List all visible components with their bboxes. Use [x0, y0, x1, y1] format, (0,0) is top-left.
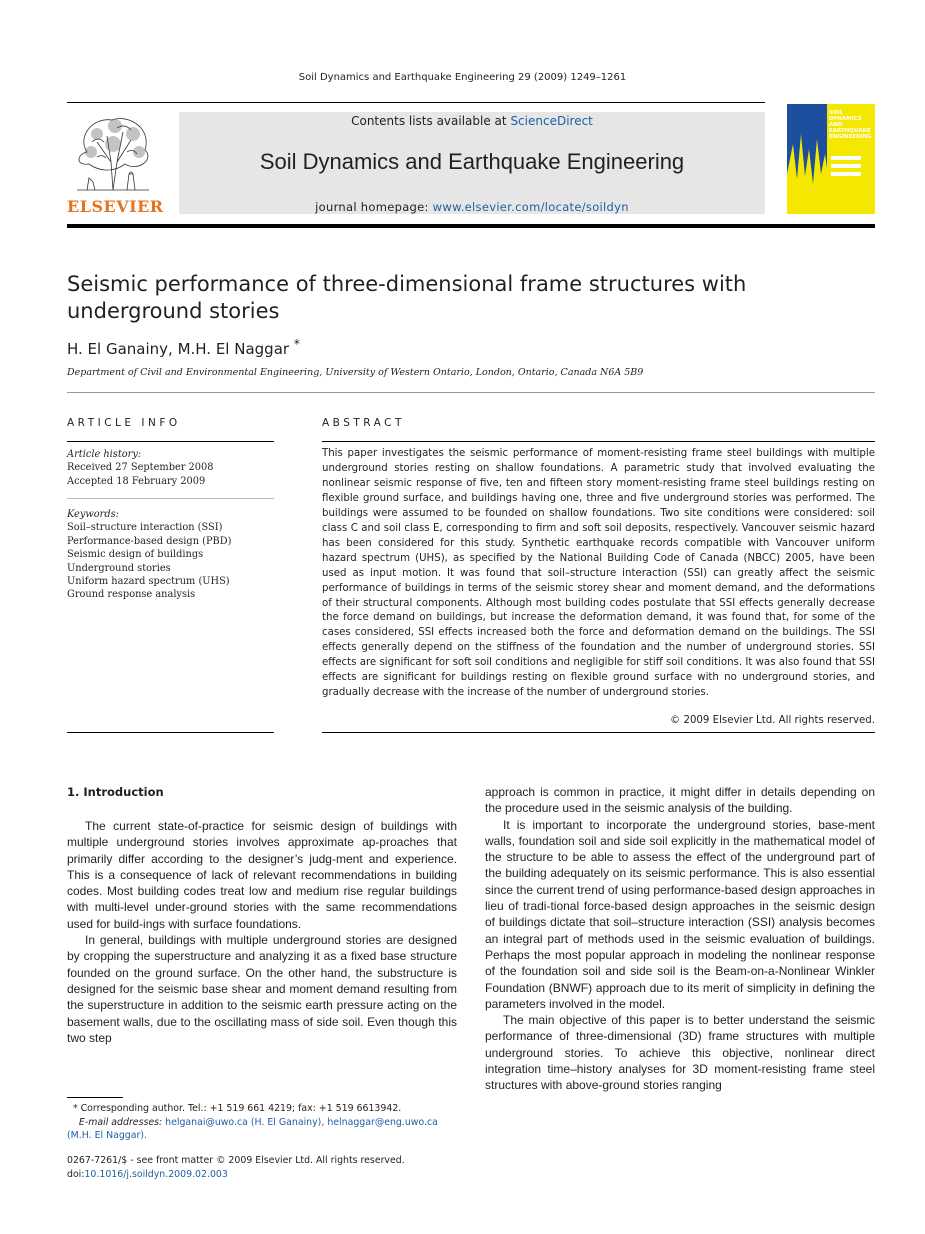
abstract-heading: ABSTRACT [322, 417, 405, 429]
intro-left-column [67, 818, 457, 1046]
doi-line [67, 1168, 457, 1182]
journal-citation: Soil Dynamics and Earthquake Engineering 29 (2009) 1249–1261 [298, 72, 627, 83]
homepage-link[interactable]: www.elsevier.com/locate/soildyn [432, 200, 629, 214]
elsevier-wordmark: ELSEVIER [67, 197, 164, 216]
abstract-copyright: © 2009 Elsevier Ltd. All rights reserved. [670, 715, 875, 726]
keywords-label: Keywords: [67, 509, 119, 520]
abstract-rule-bottom [322, 732, 875, 733]
header-divider [67, 102, 765, 103]
keyword: Seismic design of buildings [67, 549, 204, 561]
sciencedirect-link[interactable]: ScienceDirect [510, 114, 593, 128]
homepage-prefix: journal homepage: [315, 200, 433, 214]
keyword: Soil–structure interaction (SSI) [67, 522, 223, 534]
article-info-rule-bottom [67, 732, 274, 733]
article-info-heading: ARTICLE INFO [67, 417, 181, 429]
journal-cover-image [787, 104, 875, 214]
abstract-text: This paper investigates the seismic performance of moment-resisting frame steel buildings with multiple underground stories resting on shallow foundations. A parametric study that involved evaluating the nonlinear seismic response of five, ten and fifteen story moment-resisting frame steel buildings resting on flexible ground surface, and buildings having one, three and five underground stories was performed. The buildings were assumed to be founded on shallow foundations. Two site conditions were considered: soil class C and soil class E, corresponding to firm and soft soil deposits, respectively. Vancouver seismic hazard has been considered for this study. Synthetic earthquake records compatible with Vancouver uniform hazard spectrum (UHS), as specified by the National Building Code of Canada (NBCC) 2005, have been used as input motion. It was found that soil–structure interaction (SSI) can greatly affect the seismic performance of buildings in terms of the seismic storey shear and moment demand, and the deformations of their structural components. Although most building codes postulate that SSI effects generally decrease the force demand on buildings, but increase the deformation demand, it was found that, for some of the cases considered, SSI effects increased both the force and deformation demand on the buildings. The SSI effects generally depend on the stiffness of the foundation and the number of underground stories. SSI effects are significant for soft soil conditions and negligible for stiff soil conditions. It was also found that SSI effects are significant for buildings resting on flexible ground surface with no underground stories, and gradually decrease with the increase of the number of underground stories. [322, 448, 875, 699]
history-label: Article history: [67, 449, 142, 460]
article-info-rule-mid [67, 498, 274, 499]
keyword: Performance-based design (PBD) [67, 535, 232, 547]
footnote-mark: * [72, 1103, 78, 1114]
footnote-rule [67, 1097, 123, 1098]
article-title: Seismic performance of three-dimensional frame structures with underground stories [67, 272, 747, 323]
intro-paragraph: The current state-of-practice for seismic design of buildings with multiple underground stories involves approximate ap-proaches that primarily differ according to the designer’s judg-ment and experience. This is a consequence of lack of relevant recommendations in building codes. Most building codes treat low and medium rise regular buildings with multi-level under-ground stories with the same recommendations used for build-ings with surface foundations. [67, 819, 457, 931]
email-link-2[interactable]: helnaggar@eng.uwo.ca [327, 1116, 438, 1128]
issn-block [67, 1154, 457, 1181]
corresponding-mark[interactable]: * [293, 337, 300, 351]
keyword: Ground response analysis [67, 589, 196, 601]
intro-paragraph: In general, buildings with multiple underground stories are designed by cropping the superstructure and analyzing it as a fixed base structure founded on the ground surface. On the other hand, the substructure is designed for the seismic base shear and moment demand resulting from the superstructure in addition to the seismic earth pressure acting on the basement walls, due to the oscillating mass of side soil. Even though this two step [67, 933, 457, 1045]
corresponding-text: Corresponding author. Tel.: +1 519 661 4219; fax: +1 519 6613942. [80, 1103, 402, 1114]
email-owner-1: (H. El Ganainy), [250, 1116, 325, 1128]
author-names: H. El Ganainy, M.H. El Naggar [67, 340, 290, 358]
cover-title-line: SOIL [829, 110, 844, 116]
history-received: Received 27 September 2008 [67, 462, 214, 474]
article-info-rule-top [67, 441, 274, 442]
contents-prefix: Contents lists available at [351, 114, 511, 128]
intro-paragraph: It is important to incorporate the underground stories, base-ment walls, foundation soil and side soil explicitly in the mathematical model of the structure to be able to assess the effect of the underground part of the building adequately on its seismic performance. This is also essential since the current trend of using performance-based design approaches in lieu of tradi-tional force-based design approaches in the seismic design of buildings dictate that soil–structure interaction (SSI) analysis becomes an integral part of methods used in the seismic evaluation of buildings. Perhaps the most popular approach in modeling the nonlinear response of the foundation soil and side soil is the Beam-on-a-Nonlinear Winkler Foundation (BNWF) approach due to its merit of simplicity in defining the parameters involved in the model. [485, 817, 875, 1011]
keyword: Uniform hazard spectrum (UHS) [67, 576, 230, 588]
cover-title-line: AND [829, 122, 843, 128]
email-owner-2: (M.H. El Naggar). [67, 1130, 147, 1141]
email-label: E-mail addresses: [78, 1116, 163, 1128]
doi-label: doi: [67, 1168, 85, 1180]
abstract-rule-top [322, 441, 875, 442]
issn-line: 0267-7261/$ - see front matter © 2009 Elsevier Ltd. All rights reserved. [67, 1155, 405, 1166]
affiliation: Department of Civil and Environmental Engineering, University of Western Ontario, London, Ontario, Canada N6A 5B9 [67, 367, 644, 378]
introduction-heading: 1. Introduction [67, 785, 164, 799]
footnote-corresponding [67, 1102, 457, 1116]
cover-title-line: ENGINEERING [829, 134, 872, 140]
doi-link[interactable]: 10.1016/j.soildyn.2009.02.003 [84, 1168, 228, 1180]
contents-line [179, 114, 765, 128]
keywords-block [67, 508, 274, 602]
homepage-line [179, 200, 765, 214]
header-thick-rule [67, 224, 875, 228]
intro-paragraph: The main objective of this paper is to better understand the seismic performance of three-dimensional (3D) frame structures with multiple underground stories. To achieve this objective, nonlinear direct integration time–history analyses for 3D moment-resisting frame steel structures with above-ground stories ranging [485, 1013, 875, 1093]
title-divider [67, 392, 875, 393]
intro-paragraph: approach is common in practice, it might differ in details depending on the procedure used in the seismic analysis of the building. [485, 785, 875, 816]
journal-title: Soil Dynamics and Earthquake Engineering [259, 149, 685, 174]
keyword: Underground stories [67, 562, 171, 574]
email-link-1[interactable]: helganai@uwo.ca [165, 1116, 248, 1128]
article-history [67, 448, 274, 488]
footnote-emails [67, 1116, 457, 1143]
intro-right-column [485, 784, 875, 1094]
article-authors [67, 337, 300, 358]
history-accepted: Accepted 18 February 2009 [67, 475, 206, 487]
cover-title-line: DYNAMICS [829, 116, 862, 122]
footnote [67, 1102, 457, 1143]
cover-title-line: EARTHQUAKE [829, 128, 871, 134]
